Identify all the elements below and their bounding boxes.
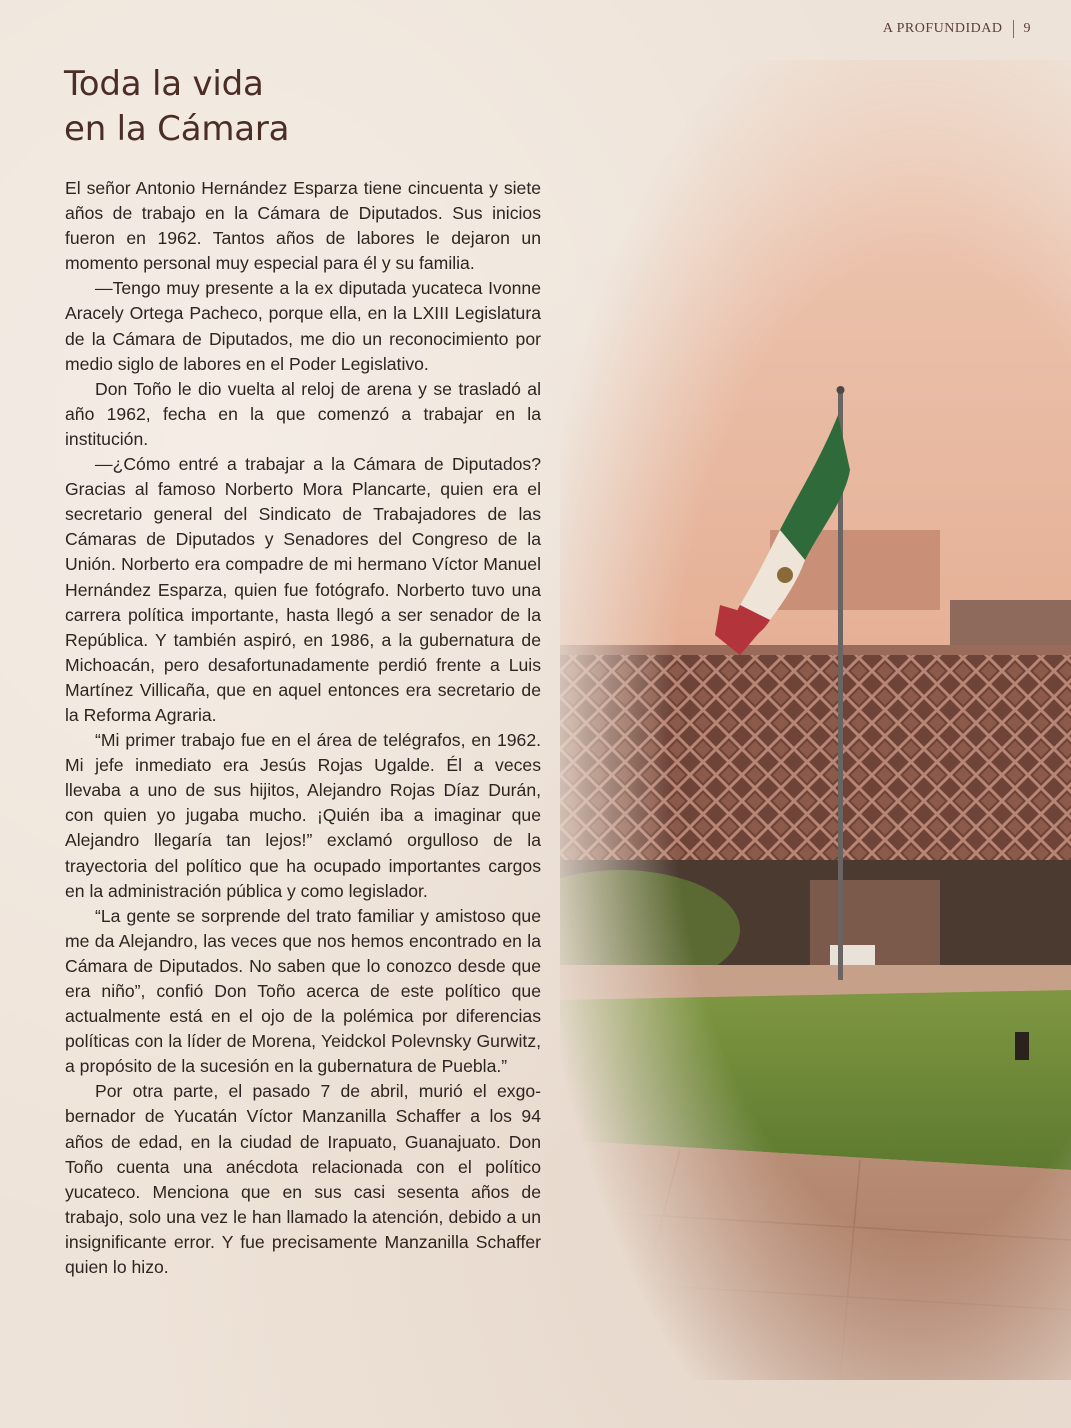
paragraph: Don Toño le dio vuelta al reloj de arena y se trasladó al año 1962, fecha en la que comenzó a trabajar en la institución.: [65, 378, 541, 449]
pavement: [560, 1140, 1071, 1380]
running-header: [883, 20, 1031, 38]
title-line-2: en la Cámara: [64, 109, 290, 149]
paragraph: Por otra parte, el pasado 7 de abril, murió el exgobernador de Yucatán Víctor Manzanilla Schaffer a los 94 años de edad, en la ciudad de Irapuato, Guanajuato. Don Toño cuenta una anécdota relacionada con el político yucateco. Menciona que en sus casi sesenta años de trabajo, solo una vez le han llamado la atención, debido a un insignificante error. Y fue precisamente Manzanilla Schaffer quien lo hizo.: [65, 1081, 541, 1278]
lawn: [560, 990, 1071, 1170]
page-number: 9: [1023, 21, 1031, 36]
paragraph: —Tengo muy presente a la ex diputada yucateca Ivonne Aracely Ortega Pacheco, porque ella, en la LXIII Legislatura de la Cámara de Diputados, me dio un reconocimiento por medio siglo de labores en el Poder Legislativo.: [65, 278, 541, 374]
section-label: A PROFUNDIDAD: [882, 21, 1003, 36]
article-title: [64, 62, 289, 152]
lattice-facade: [560, 650, 1071, 860]
paragraph: “La gente se sorprende del trato familiar y amistoso que me da Alejandro, las veces que nos hemos encontrado en la Cámara de Diputados. No saben que lo conozco desde que era niño”, confió Don Toño acerca de este político que actualmente está en el ojo de la polémica por diferencias políticas con la líder de Morena, Yeidckol Polevnsky Gurwitz, a propósito de la sucesión en la gubernatura de Puebla.”: [65, 905, 541, 1077]
title-line-1: Toda la vida: [64, 64, 264, 104]
header-divider: [1013, 20, 1014, 38]
article-body: [65, 176, 541, 1280]
paragraph: “Mi primer trabajo fue en el área de telégrafos, en 1962. Mi jefe inmediato era Jesús Rojas Ugalde. Él a veces llevaba a uno de sus hijitos, Alejandro Rojas Díaz Durán, con quien yo jugaba mucho. ¡Quién iba a imaginar que Alejandro llegaría tan lejos!” exclamó orgulloso de la trayectoria del político que ha ocupado importantes cargos en la administración pública y como legislador.: [65, 730, 541, 901]
lawn-lamp: [1015, 1032, 1029, 1060]
paragraph: El señor Antonio Hernández Esparza tiene cincuenta y siete años de trabajo en la Cámara de Diputados. Sus inicios fueron en 1962. Tantos años de labores le dejaron un momento personal muy especial para él y su familia.: [65, 178, 541, 274]
paragraph: —¿Cómo entré a trabajar a la Cámara de Diputados? Gracias al famoso Norberto Mora Plancarte, quien era el secretario general del Sindicato de Trabajadores de las Cámaras de Diputados y Senadores del Congreso de la Unión. Norberto era compadre de mi hermano Víctor Manuel Hernández Esparza, quien fue fotógrafo. Norberto tuvo una carrera política importante, hasta llegó a ser senador de la República. Y también aspiró, en 1986, a la gubernatura de Michoacán, pero desafortunadamente perdió frente a Luis Martínez Villicaña, que en aquel entonces era secretario de la Reforma Agraria.: [65, 454, 541, 725]
building-photo: [560, 60, 1071, 1380]
